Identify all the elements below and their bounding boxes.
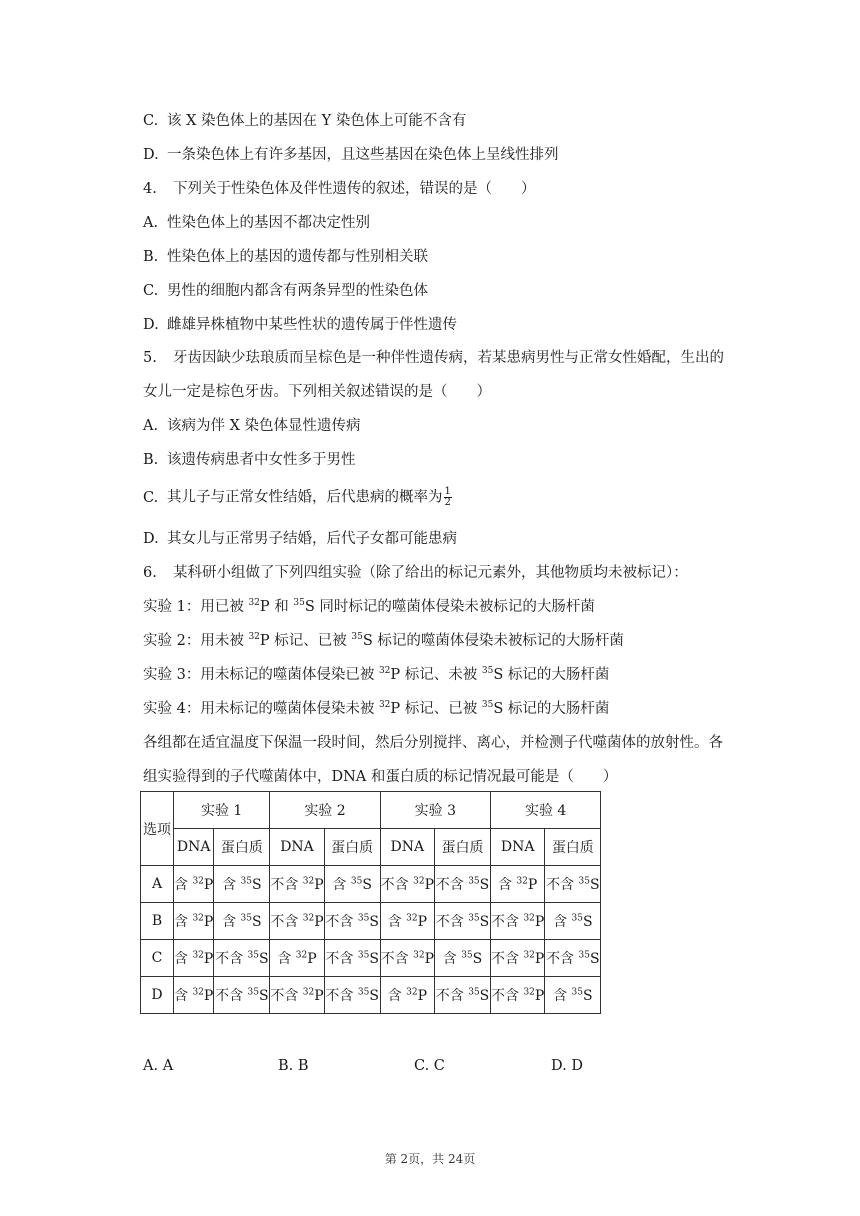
answer-choice-b[interactable]: B. B	[278, 1058, 309, 1074]
q6-instruction-2: 组实验得到的子代噬菌体中，DNA 和蛋白质的标记情况最可能是（ ）	[143, 769, 618, 785]
table-cell: 含 $^{35}$S	[545, 977, 601, 1014]
table-cell: 不含 $^{35}$S	[324, 977, 380, 1014]
subheader-protein: 蛋白质	[545, 829, 601, 866]
row-label: C	[141, 940, 174, 977]
subheader-dna: DNA	[380, 829, 434, 866]
fraction-one-half: $\frac{1}{2}$	[444, 486, 451, 508]
answer-choice-d[interactable]: D. D	[551, 1058, 583, 1074]
experiment-2: 实验 2：用未被 $^{32}$P 标记、已被 $^{35}$S 标记的噬菌体侵染未被标记的大肠杆菌	[143, 632, 624, 649]
q4-option-a: A. 性染色体上的基因不都决定性别	[143, 215, 370, 231]
table-cell: 含 $^{32}$P	[174, 866, 214, 903]
table-cell: 不含 $^{32}$P	[270, 866, 324, 903]
subheader-protein: 蛋白质	[434, 829, 490, 866]
table-cell: 含 $^{35}$S	[214, 903, 270, 940]
table-cell: 不含 $^{35}$S	[434, 866, 490, 903]
header-experiment-4: 实验 4	[490, 792, 600, 829]
table-corner-header: 选项	[141, 792, 174, 866]
experiment-1: 实验 1：用已被 $^{32}$P 和 $^{35}$S 同时标记的噬菌体侵染未被标记的大肠杆菌	[143, 598, 595, 615]
header-experiment-3: 实验 3	[380, 792, 490, 829]
table-cell: 含 $^{32}$P	[270, 940, 324, 977]
q4-option-d: D. 雌雄异株植物中某些性状的遗传属于伴性遗传	[143, 317, 457, 333]
table-cell: 含 $^{35}$S	[324, 866, 380, 903]
table-row	[141, 977, 601, 1014]
table-cell: 不含 $^{32}$P	[490, 977, 544, 1014]
table-row	[141, 866, 601, 903]
table-cell: 含 $^{32}$P	[174, 940, 214, 977]
experiment-4: 实验 4：用未标记的噬菌体侵染未被 $^{32}$P 标记、已被 $^{35}$S 标记的大肠杆菌	[143, 700, 610, 717]
q4-option-c: C. 男性的细胞内都含有两条异型的性染色体	[143, 283, 428, 299]
table-row	[141, 940, 601, 977]
subheader-protein: 蛋白质	[324, 829, 380, 866]
subheader-dna: DNA	[174, 829, 214, 866]
header-experiment-1: 实验 1	[174, 792, 270, 829]
table-cell: 不含 $^{32}$P	[270, 903, 324, 940]
subheader-protein: 蛋白质	[214, 829, 270, 866]
table-cell: 不含 $^{35}$S	[214, 977, 270, 1014]
table-cell: 不含 $^{35}$S	[214, 940, 270, 977]
q4-stem: 4. 下列关于性染色体及伴性遗传的叙述，错误的是（ ）	[143, 181, 536, 197]
table-cell: 不含 $^{35}$S	[545, 866, 601, 903]
table-cell: 不含 $^{32}$P	[270, 977, 324, 1014]
table-cell: 含 $^{32}$P	[174, 977, 214, 1014]
table-cell: 含 $^{32}$P	[490, 866, 544, 903]
table-cell: 不含 $^{35}$S	[324, 903, 380, 940]
q5-option-c: C. 其儿子与正常女性结婚，后代患病的概率为 $\frac{1}{2}$	[143, 486, 451, 508]
table-row	[141, 903, 601, 940]
table-cell: 不含 $^{32}$P	[490, 940, 544, 977]
page-footer: 第 2页，共 24页	[384, 1152, 476, 1166]
q5-option-b: B. 该遗传病患者中女性多于男性	[143, 452, 356, 468]
q6-instruction-1: 各组都在适宜温度下保温一段时间，然后分别搅拌、离心，并检测子代噬菌体的放射性。各	[143, 735, 723, 751]
table-cell: 不含 $^{32}$P	[380, 940, 434, 977]
table-cell: 不含 $^{35}$S	[324, 940, 380, 977]
q5-stem: 5. 牙齿因缺少珐琅质而呈棕色是一种伴性遗传病，若某患病男性与正常女性婚配，生出的	[143, 350, 724, 366]
row-label: A	[141, 866, 174, 903]
header-experiment-2: 实验 2	[270, 792, 380, 829]
table-cell: 含 $^{35}$S	[434, 940, 490, 977]
table-cell: 含 $^{35}$S	[214, 866, 270, 903]
row-label: B	[141, 903, 174, 940]
table-cell: 不含 $^{35}$S	[434, 903, 490, 940]
table-cell: 不含 $^{35}$S	[545, 940, 601, 977]
table-cell: 不含 $^{35}$S	[434, 977, 490, 1014]
table-cell: 含 $^{32}$P	[174, 903, 214, 940]
answer-choice-c[interactable]: C. C	[414, 1058, 445, 1074]
q5-option-a: A. 该病为伴 X 染色体显性遗传病	[143, 418, 361, 434]
experiment-3: 实验 3：用未标记的噬菌体侵染已被 $^{32}$P 标记、未被 $^{35}$S 标记的大肠杆菌	[143, 666, 610, 683]
row-label: D	[141, 977, 174, 1014]
subheader-dna: DNA	[270, 829, 324, 866]
q6-stem: 6. 某科研小组做了下列四组实验（除了给出的标记元素外，其他物质均未被标记）：	[143, 565, 688, 581]
table-cell: 不含 $^{32}$P	[380, 866, 434, 903]
q5-stem-cont: 女儿一定是棕色牙齿。下列相关叙述错误的是（ ）	[143, 384, 491, 400]
q5-option-d: D. 其女儿与正常男子结婚，后代子女都可能患病	[143, 531, 457, 547]
table-cell: 含 $^{32}$P	[380, 977, 434, 1014]
q4-option-b: B. 性染色体上的基因的遗传都与性别相关联	[143, 249, 428, 265]
table-cell: 含 $^{32}$P	[380, 903, 434, 940]
subheader-dna: DNA	[490, 829, 544, 866]
q3-option-c: C. 该 X 染色体上的基因在 Y 染色体上可能不含有	[143, 113, 467, 129]
q3-option-d: D. 一条染色体上有许多基因，且这些基因在染色体上呈线性排列	[143, 147, 559, 163]
table-cell: 含 $^{35}$S	[545, 903, 601, 940]
answer-choice-a[interactable]: A. A	[143, 1058, 174, 1074]
table-cell: 不含 $^{32}$P	[490, 903, 544, 940]
labeling-results-table	[140, 791, 601, 1014]
